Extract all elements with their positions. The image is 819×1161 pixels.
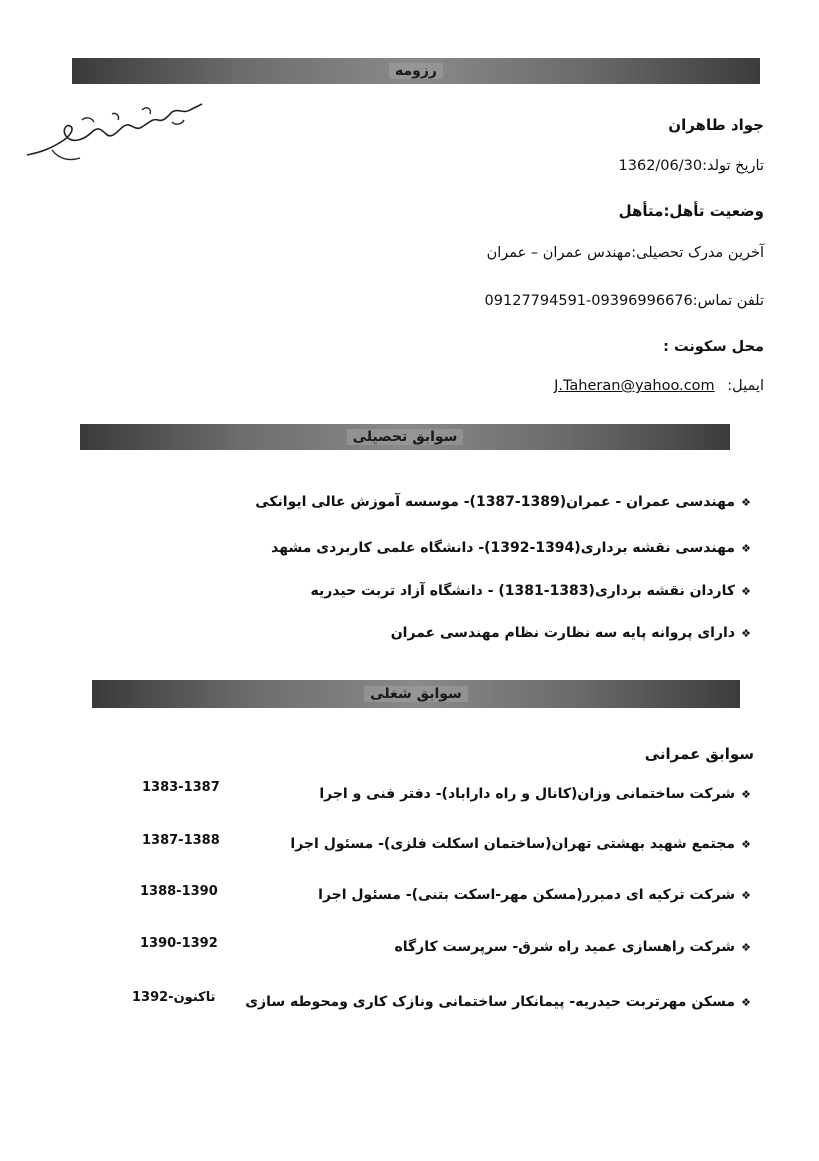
bullet-icon: ❖ (741, 585, 751, 598)
work-item (318, 887, 757, 903)
work-item-text: شرکت راهسازی عمید راه شرق- سرپرست کارگاه (394, 939, 735, 955)
birth-date-value: 1362/06/30 (618, 158, 703, 174)
work-item (395, 939, 757, 955)
degree-value: مهندس عمران – عمران (486, 245, 632, 261)
birth-date-row (619, 158, 764, 174)
marital-status-label: وضعیت تأهل: (663, 202, 764, 220)
education-item (391, 625, 757, 641)
marital-status-value: متأهل (618, 202, 664, 220)
email-label: ایمیل: (727, 378, 764, 394)
email-row (554, 378, 764, 394)
education-title-bar (80, 424, 730, 450)
bullet-icon: ❖ (741, 838, 751, 851)
degree-label: آخرین مدرک تحصیلی: (631, 245, 764, 261)
bullet-icon: ❖ (741, 941, 751, 954)
bullet-icon: ❖ (741, 627, 751, 640)
bullet-icon: ❖ (741, 889, 751, 902)
work-item-text: مسکن مهرتربت حیدریه- پیمانکار ساختمانی ونازک کاری ومحوطه سازی (245, 994, 735, 1010)
education-item-text: کاردان نقشه برداری(1383-1381) - دانشگاه آزاد تربت حیدریه (310, 583, 735, 599)
degree-row (487, 245, 764, 261)
work-item-years: 1387-1388 (142, 833, 220, 848)
work-item-text: مجتمع شهید بهشتی تهران(ساختمان اسکلت فلزی)- مسئول اجرا (290, 836, 735, 852)
education-item-text: دارای پروانه پایه سه نظارت نظام مهندسی عمران (390, 625, 735, 641)
work-item-years: 1383-1387 (142, 780, 220, 795)
education-item-text: مهندسی نقشه برداری(1394-1392)- دانشگاه علمی کاربردی مشهد (271, 540, 735, 556)
handwritten-signature (22, 100, 207, 170)
work-item-years: 1388-1390 (140, 884, 218, 899)
phone-label: تلفن تماس: (692, 293, 764, 309)
phone-row (485, 293, 764, 309)
work-title-bar (92, 680, 740, 708)
work-item (245, 994, 757, 1010)
work-item-years: 1390-1392 (140, 936, 218, 951)
education-title: سوابق تحصیلی (347, 429, 464, 445)
bullet-icon: ❖ (741, 788, 751, 801)
bullet-icon: ❖ (741, 996, 751, 1009)
work-title: سوابق شغلی (364, 686, 468, 702)
resume-title-bar (72, 58, 760, 84)
marital-status-row (619, 202, 764, 220)
resume-title: رزومه (389, 63, 443, 79)
birth-date-label: تاریخ تولد: (702, 158, 764, 174)
name: جواد طاهران (668, 116, 764, 134)
work-item-text: شرکت ترکیه ای دمیرر(مسکن مهر-اسکت بتنی)- مسئول اجرا (318, 887, 735, 903)
work-subtitle: سوابق عمرانی (644, 745, 754, 763)
bullet-icon: ❖ (741, 542, 751, 555)
work-item-years: 1392-تاکنون (132, 990, 216, 1005)
address-label: محل سکونت : (663, 339, 764, 355)
education-item (271, 540, 757, 556)
work-item (290, 836, 757, 852)
phone-value: 09396996676-09127794591 (484, 293, 693, 309)
work-item-text: شرکت ساختمانی وزان(کانال و راه داراباد)- دفتر فنی و اجرا (319, 786, 735, 802)
education-item (255, 494, 757, 510)
education-item-text: مهندسی عمران - عمران(1389-1387)- موسسه آموزش عالی ایوانکی (255, 494, 735, 510)
education-item (310, 583, 757, 599)
work-item (319, 786, 757, 802)
email-link[interactable]: J.Taheran@yahoo.com (554, 378, 715, 394)
bullet-icon: ❖ (741, 496, 751, 509)
